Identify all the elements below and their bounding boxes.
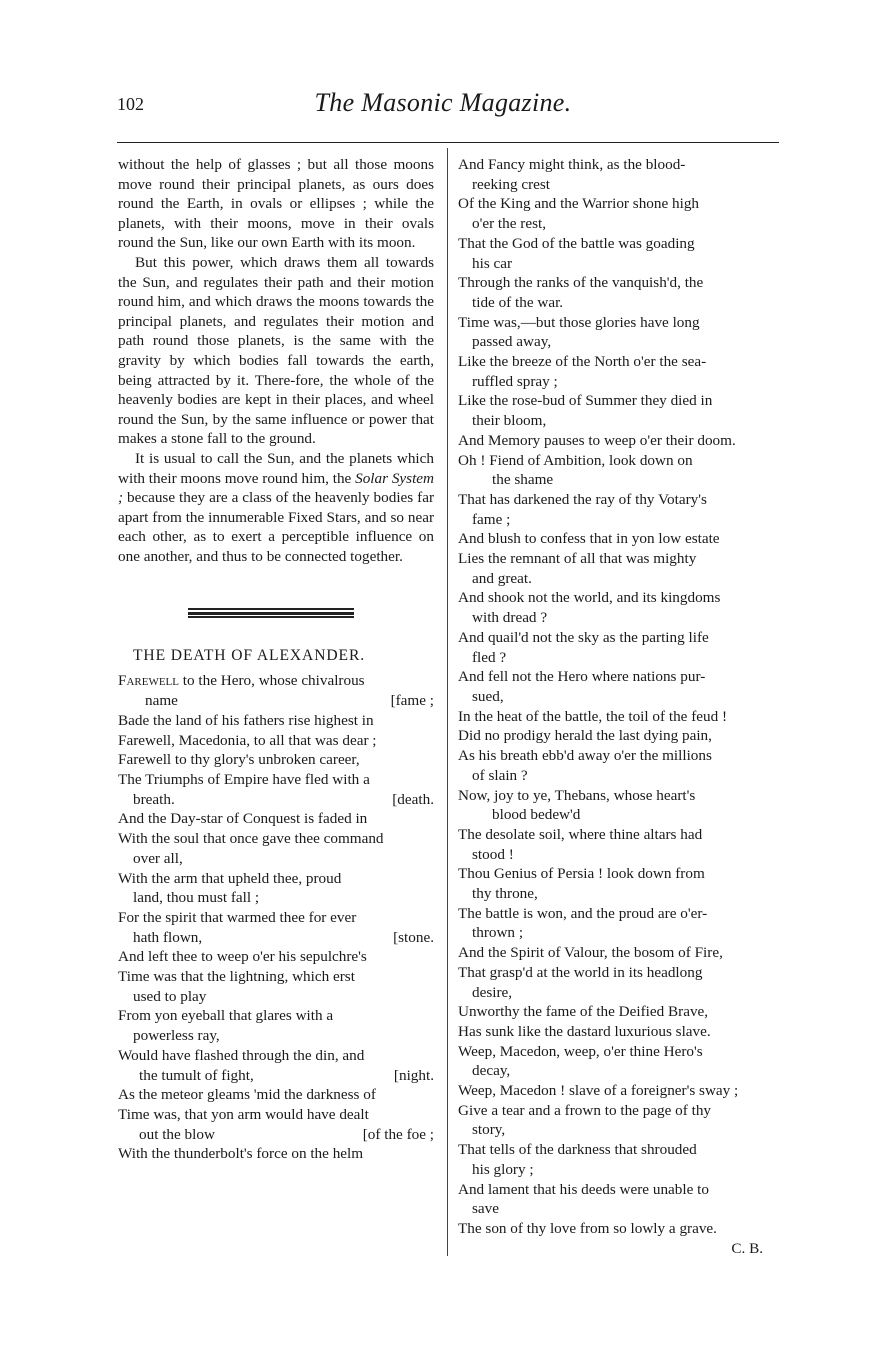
poem-line: The battle is won, and the proud are o'er- [458, 904, 708, 922]
poem-line: As the meteor gleams 'mid the darkness of [118, 1086, 376, 1104]
poem-line: Oh ! Fiend of Ambition, look down on [458, 451, 693, 469]
poem-line: In the heat of the battle, the toil of the feud ! [458, 707, 728, 725]
poem-line: the tumult of fight, [night. [139, 1066, 434, 1084]
poem-line: his car [472, 254, 513, 272]
poem-line: The son of thy love from so lowly a grave. [458, 1219, 717, 1237]
poem-line: thy throne, [472, 885, 538, 903]
author-signature: C. B. [731, 1239, 763, 1257]
poem-left-verse [118, 671, 434, 1164]
poem-line: And lament that his deeds were unable to [458, 1180, 709, 1198]
poem-line: Weep, Macedon ! slave of a foreigner's sway ; [458, 1082, 739, 1100]
poem-line: Farewell, Macedonia, to all that was dear ; [118, 731, 377, 749]
poem-line: Give a tear and a frown to the page of thy [458, 1101, 712, 1119]
poem-line: thrown ; [472, 924, 524, 942]
poem-line: over all, [133, 849, 183, 867]
poem-line: and great. [472, 569, 532, 587]
poem-line: That the God of the battle was goading [458, 234, 695, 252]
header-rule [117, 142, 779, 143]
poem-line: And Memory pauses to weep o'er their doom. [458, 431, 736, 449]
poem-line: Has sunk like the dastard luxurious slave. [458, 1022, 711, 1040]
poem-line: And quail'd not the sky as the parting life [458, 628, 709, 646]
poem-line: with dread ? [472, 609, 548, 627]
paragraph-1: without the help of glasses ; but all those moons move round their principal planets, as ours does round the Earth, in ovals or ellipses ; while the planets, with their moons, move in their ovals round the Sun, like our own Earth with its moon. [118, 156, 434, 252]
poem-line: out the blow [of the foe ; [139, 1125, 434, 1143]
poem-line: the shame [492, 471, 554, 489]
poem-line: With the arm that upheld thee, proud [118, 869, 342, 887]
poem-line: Now, joy to ye, Thebans, whose heart's [458, 786, 696, 804]
poem-line: Weep, Macedon, weep, o'er thine Hero's [458, 1042, 703, 1060]
poem-line: their bloom, [472, 412, 547, 430]
poem-line: And left thee to weep o'er his sepulchre's [118, 948, 367, 966]
poem-line: Like the breeze of the North o'er the sea- [458, 353, 707, 371]
poem-line: And the Spirit of Valour, the bosom of Fire, [458, 944, 723, 962]
poem-line: stood ! [472, 845, 514, 863]
poem-line: ruffled spray ; [472, 372, 558, 390]
poem-line: his glory ; [472, 1160, 534, 1178]
poem-line: of slain ? [472, 766, 528, 784]
poem-line: land, thou must fall ; [133, 889, 260, 907]
poem-line: Of the King and the Warrior shone high [458, 195, 700, 213]
poem-line: From yon eyeball that glares with a [118, 1007, 334, 1025]
poem-line: Like the rose-bud of Summer they died in [458, 392, 713, 410]
left-column [118, 155, 434, 1164]
poem-line: The Triumphs of Empire have fled with a [118, 770, 370, 788]
poem-line: That grasp'd at the world in its headlong [458, 963, 703, 981]
page-header-title: The Masonic Magazine. [314, 88, 572, 117]
poem-line: And blush to confess that in yon low estate [458, 530, 720, 548]
poem-line: fled ? [472, 648, 507, 666]
poem-line: Time was, that yon arm would have dealt [118, 1105, 369, 1123]
poem-line: As his breath ebb'd away o'er the millions [458, 747, 712, 765]
prose-section [118, 155, 434, 566]
poem-line: name [fame ; [145, 692, 434, 710]
poem-line: save [472, 1200, 499, 1218]
paragraph-3-start: It is usual to call the Sun, and the planets which with their moons move round him, the [118, 449, 434, 487]
poem-line: tide of the war. [472, 293, 564, 311]
paragraph-3-end: because they are a class of the heavenly bodies far apart from the innumerable Fixed Stars, and so near each other, as to exert a perceptible influence on one another, and thus to be connected together. [118, 489, 434, 565]
poem-title: THE DEATH OF ALEXANDER. [133, 647, 366, 665]
poem-line: That tells of the darkness that shrouded [458, 1141, 697, 1159]
poem-line: Bade the land of his fathers rise highest in [118, 711, 374, 729]
poem-line: decay, [472, 1062, 511, 1080]
poem-right-verse [458, 155, 773, 1239]
poem-line: Lies the remnant of all that was mighty [458, 550, 697, 568]
poem-line: hath flown, [stone. [133, 928, 434, 946]
poem-line: That has darkened the ray of thy Votary's [458, 490, 707, 508]
poem-line: Unworthy the fame of the Deified Brave, [458, 1003, 709, 1021]
poem-line: The desolate soil, where thine altars had [458, 825, 703, 843]
poem-line: Farewell to the Hero, whose chivalrous [118, 672, 365, 690]
poem-line: used to play [133, 987, 207, 1005]
poem-line: sued, [472, 687, 504, 705]
poem-line: passed away, [472, 333, 552, 351]
poem-line: Did no prodigy herald the last dying pain, [458, 727, 712, 745]
poem-line: reeking crest [472, 175, 551, 193]
poem-line: o'er the rest, [472, 215, 547, 233]
poem-line: breath. [death. [133, 790, 434, 808]
poem-line: Farewell to thy glory's unbroken career, [118, 751, 360, 769]
poem-line: Thou Genius of Persia ! look down from [458, 865, 705, 883]
poem-line: desire, [472, 983, 513, 1001]
paragraph-3 [118, 449, 434, 567]
poem-line: story, [472, 1121, 506, 1139]
poem-line: And the Day-star of Conquest is faded in [118, 810, 368, 828]
poem-line: With the thunderbolt's force on the helm [118, 1145, 364, 1163]
paragraph-2: But this power, which draws them all towards the Sun, and regulates their path and their motion round him, and which draws the moons towards the principal planets, and regulates their motion and path round those planets, is the same with the gravity by which bodies fall towards the earth, being attracted by it. There-fore, the whole of the heavenly bodies are kept in their places, and wheel round the Sun, by the same influence or power that makes a stone fall to the ground. [118, 253, 434, 448]
poem-line: Would have flashed through the din, and [118, 1046, 365, 1064]
poem-line: Time was,—but those glories have long [458, 313, 700, 331]
poem-line: And shook not the world, and its kingdoms [458, 589, 721, 607]
poem-line: Time was that the lightning, which erst [118, 968, 355, 986]
poem-line: For the spirit that warmed thee for ever [118, 908, 357, 926]
poem-line: And Fancy might think, as the blood- [458, 156, 686, 173]
poem-line: powerless ray, [133, 1027, 220, 1045]
poem-line: Through the ranks of the vanquish'd, the [458, 274, 704, 292]
poem-line: blood bedew'd [492, 806, 581, 824]
page-number: 102 [117, 94, 144, 114]
poem-line: With the soul that once gave thee command [118, 830, 384, 848]
poem-line: And fell not the Hero where nations pur- [458, 668, 706, 686]
solar-system-term: Solar System ; [118, 469, 434, 507]
column-rule [447, 148, 448, 1256]
poem-line: fame ; [472, 510, 511, 528]
section-divider-ornament [188, 608, 354, 617]
right-column [458, 155, 773, 1258]
